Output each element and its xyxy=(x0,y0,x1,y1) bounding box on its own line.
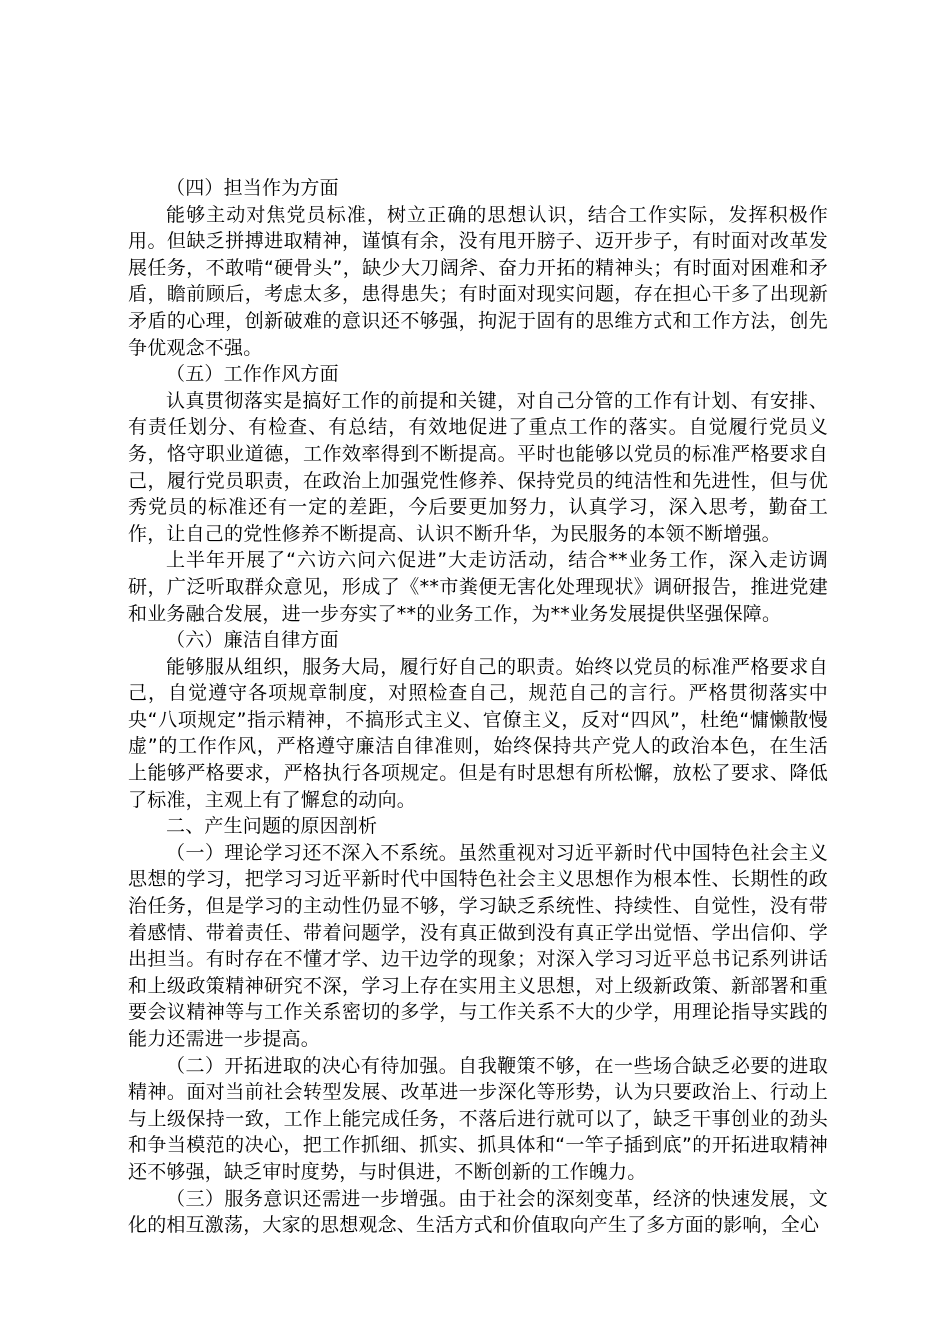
body-paragraph: 认真贯彻落实是搞好工作的前提和关键，对自己分管的工作有计划、有安排、有责任划分、有检查、有总结，有效地促进了重点工作的落实。自觉履行党员义务，恪守职业道德，工作效率得到不断提高。平时也能够以党员的标准严格要求自己，履行党员职责，在政治上加强党性修养、保持党员的纯洁性和先进性，但与优秀党员的标准还有一定的差距，今后要更加努力，认真学习，深入思考，勤奋工作，让自己的党性修养不断提高、认识不断升华，为民服务的本领不断增强。 xyxy=(128,389,828,545)
section-heading-work-style: （五）工作作风方面 xyxy=(166,363,339,386)
body-paragraph: 上半年开展了“六访六问六促进”大走访活动，结合**业务工作，深入走访调研，广泛听取群众意见，形成了《**市粪便无害化处理现状》调研报告，推进党建和业务融合发展，进一步夯实了**的业务工作，为**业务发展提供坚强保障。 xyxy=(128,549,828,625)
body-paragraph: （二）开拓进取的决心有待加强。自我鞭策不够，在一些场合缺乏必要的进取精神。面对当前社会转型发展、改革进一步深化等形势，认为只要政治上、行动上与上级保持一致，工作上能完成任务，不落后进行就可以了，缺乏干事创业的劲头和争当模范的决心，把工作抓细、抓实、抓具体和“一竿子插到底”的开拓进取精神还不够强，缺乏审时度势，与时俱进，不断创新的工作魄力。 xyxy=(128,1054,828,1183)
section-heading-cause-analysis: 二、产生问题的原因剖析 xyxy=(166,815,378,838)
body-paragraph: （一）理论学习还不深入不系统。虽然重视对习近平新时代中国特色社会主义思想的学习，把学习习近平新时代中国特色社会主义思想作为根本性、长期性的政治任务，但是学习的主动性仍显不够，学习缺乏系统性、持续性、自觉性，没有带着感情、带着责任、带着问题学，没有真正做到没有真正学出觉悟、学出信仰、学出担当。有时存在不懂才学、边干边学的现象；对深入学习习近平总书记系列讲话和上级政策精神研究不深，学习上存在实用主义思想，对上级新政策、新部署和重要会议精神等与工作关系密切的多学，与工作关系不大的少学，用理论指导实践的能力还需进一步提高。 xyxy=(128,841,828,1050)
body-paragraph: 能够主动对焦党员标准，树立正确的思想认识，结合工作实际，发挥积极作用。但缺乏拼搏进取精神，谨慎有余，没有甩开膀子、迈开步子，有时面对改革发展任务，不敢啃“硬骨头”，缺少大刀阔斧、奋力开拓的精神头；有时面对困难和矛盾，瞻前顾后，考虑太多，患得患失；有时面对现实问题，存在担心干多了出现新矛盾的心理，创新破难的意识还不够强，拘泥于固有的思维方式和工作方法，创先争优观念不强。 xyxy=(128,203,828,359)
body-paragraph: 能够服从组织，服务大局，履行好自己的职责。始终以党员的标准严格要求自己，自觉遵守各项规章制度，对照检查自己，规范自己的言行。严格贯彻落实中央“八项规定”指示精神，不搞形式主义、官僚主义，反对“四风”，杜绝“慵懒散慢虚”的工作作风，严格遵守廉洁自律准则，始终保持共产党人的政治本色，在生活上能够严格要求，严格执行各项规定。但是有时思想有所松懈，放松了要求、降低了标准，主观上有了懈怠的动向。 xyxy=(128,655,828,811)
section-heading-integrity: （六）廉洁自律方面 xyxy=(166,629,339,652)
body-paragraph: （三）服务意识还需进一步增强。由于社会的深刻变革，经济的快速发展，文化的相互激荡，大家的思想观念、生活方式和价值取向产生了多方面的影响，全心 xyxy=(128,1187,828,1237)
section-heading-accountability: （四）担当作为方面 xyxy=(166,177,339,199)
document-page xyxy=(128,175,828,1239)
